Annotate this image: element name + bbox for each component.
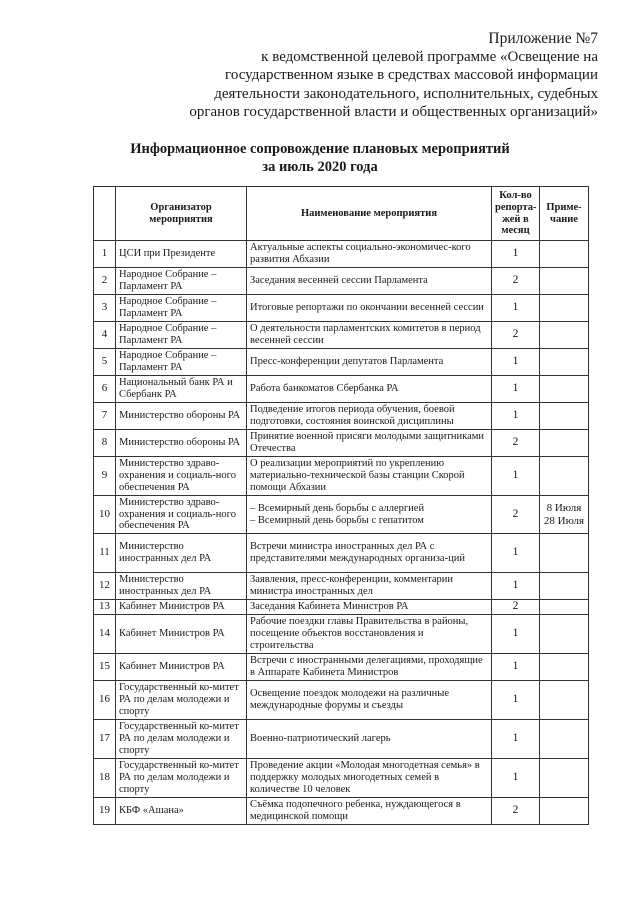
table-row [94, 403, 589, 430]
row-number: 14 [94, 615, 116, 654]
row-event: Рабочие поездки главы Правительства в районы, посещение объектов восстановления и строительства [247, 615, 492, 654]
table-row [94, 720, 589, 759]
row-count: 2 [492, 496, 540, 534]
table-row [94, 349, 589, 376]
row-count: 1 [492, 457, 540, 496]
row-organizer: Национальный банк РА и Сбербанк РА [116, 376, 247, 403]
table-row [94, 322, 589, 349]
row-event: Освещение поездок молодежи на различные международные форумы и съезды [247, 681, 492, 720]
row-note [540, 759, 589, 798]
row-event: Проведение акции «Молодая многодетная семья» в поддержку молодых многодетных семей в количестве 10 человек [247, 759, 492, 798]
row-count: 2 [492, 322, 540, 349]
table-body [94, 241, 589, 825]
row-number: 4 [94, 322, 116, 349]
row-number: 3 [94, 295, 116, 322]
row-event: Съёмка подопечного ребенка, нуждающегося в медицинской помощи [247, 798, 492, 825]
row-organizer: Кабинет Министров РА [116, 615, 247, 654]
row-number: 17 [94, 720, 116, 759]
row-count: 2 [492, 600, 540, 615]
row-event: – Всемирный день борьбы с аллергией – Всемирный день борьбы с гепатитом [247, 496, 492, 534]
row-organizer: Министерство обороны РА [116, 430, 247, 457]
col-header-organizer: Организатор мероприятия [116, 187, 247, 241]
row-note [540, 720, 589, 759]
row-organizer: ЦСИ при Президенте [116, 241, 247, 268]
table-row [94, 496, 589, 534]
row-note [540, 615, 589, 654]
row-event: Подведение итогов периода обучения, боевой подготовки, состояния воинской дисциплины [247, 403, 492, 430]
row-number: 5 [94, 349, 116, 376]
row-organizer: КБФ «Ашана» [116, 798, 247, 825]
row-event: Заседания весенней сессии Парламента [247, 268, 492, 295]
table-row [94, 534, 589, 573]
row-event: Заявления, пресс-конференции, комментарии министра иностранных дел [247, 573, 492, 600]
appendix-header [189, 30, 598, 121]
row-number: 6 [94, 376, 116, 403]
row-count: 2 [492, 268, 540, 295]
row-event: Военно-патриотический лагерь [247, 720, 492, 759]
col-header-num [94, 187, 116, 241]
col-header-event: Наименование мероприятия [247, 187, 492, 241]
row-note [540, 268, 589, 295]
row-note [540, 573, 589, 600]
row-count: 1 [492, 615, 540, 654]
row-organizer: Народное Собрание – Парламент РА [116, 322, 247, 349]
document-title [0, 140, 640, 176]
row-number: 19 [94, 798, 116, 825]
row-count: 1 [492, 681, 540, 720]
row-organizer: Народное Собрание – Парламент РА [116, 295, 247, 322]
row-note [540, 600, 589, 615]
row-count: 1 [492, 241, 540, 268]
row-number: 1 [94, 241, 116, 268]
row-count: 1 [492, 534, 540, 573]
row-count: 2 [492, 430, 540, 457]
table-row [94, 241, 589, 268]
row-note [540, 534, 589, 573]
appendix-line-1: к ведомственной целевой программе «Освещение на [261, 49, 598, 66]
row-event: Заседания Кабинета Министров РА [247, 600, 492, 615]
row-organizer: Кабинет Министров РА [116, 654, 247, 681]
row-note [540, 241, 589, 268]
table-row [94, 376, 589, 403]
row-organizer: Министерство здраво-охранения и социаль-ного обеспечения РА [116, 457, 247, 496]
appendix-line-3: деятельности законодательного, исполнительных, судебных [214, 85, 598, 102]
row-note [540, 295, 589, 322]
row-event: Принятие военной присяги молодыми защитниками Отечества [247, 430, 492, 457]
row-event: Встречи с иностранными делегациями, проходящие в Аппарате Кабинета Министров [247, 654, 492, 681]
row-event: О деятельности парламентских комитетов в период весенней сессии [247, 322, 492, 349]
row-event: Актуальные аспекты социально-экономичес-кого развития Абхазии [247, 241, 492, 268]
table-row [94, 615, 589, 654]
table-row [94, 681, 589, 720]
table-row [94, 573, 589, 600]
table-row [94, 600, 589, 615]
row-note [540, 654, 589, 681]
row-count: 1 [492, 403, 540, 430]
row-count: 2 [492, 798, 540, 825]
table-header-row [94, 187, 589, 241]
col-header-count: Кол-во репорта-жей в месяц [492, 187, 540, 241]
row-count: 1 [492, 654, 540, 681]
row-number: 13 [94, 600, 116, 615]
events-table [93, 186, 589, 825]
row-event: Работа банкоматов Сбербанка РА [247, 376, 492, 403]
row-organizer: Народное Собрание – Парламент РА [116, 349, 247, 376]
row-count: 1 [492, 720, 540, 759]
row-organizer: Государственный ко-митет РА по делам молодежи и спорту [116, 720, 247, 759]
row-organizer: Государственный ко-митет РА по делам молодежи и спорту [116, 681, 247, 720]
row-count: 1 [492, 376, 540, 403]
appendix-number: Приложение №7 [488, 30, 598, 47]
row-number: 15 [94, 654, 116, 681]
row-number: 8 [94, 430, 116, 457]
table-row [94, 295, 589, 322]
table-row [94, 457, 589, 496]
row-event: О реализации мероприятий по укреплению материально-технической базы станции Скорой помощи Абхазии [247, 457, 492, 496]
row-note [540, 322, 589, 349]
row-event: Встречи министра иностранных дел РА с представителями международных организа-ций [247, 534, 492, 573]
row-note [540, 349, 589, 376]
row-event: Итоговые репортажи по окончании весенней сессии [247, 295, 492, 322]
table-row [94, 268, 589, 295]
document-title-line-1: Информационное сопровождение плановых мероприятий [130, 141, 510, 157]
row-number: 12 [94, 573, 116, 600]
row-count: 1 [492, 295, 540, 322]
appendix-line-4: органов государственной власти и общественных организаций» [189, 103, 598, 120]
row-number: 16 [94, 681, 116, 720]
row-count: 1 [492, 573, 540, 600]
row-organizer: Министерство иностранных дел РА [116, 573, 247, 600]
row-number: 9 [94, 457, 116, 496]
row-number: 11 [94, 534, 116, 573]
row-organizer: Государственный ко-митет РА по делам молодежи и спорту [116, 759, 247, 798]
row-note [540, 376, 589, 403]
row-organizer: Народное Собрание – Парламент РА [116, 268, 247, 295]
col-header-note: Приме-чание [540, 187, 589, 241]
row-number: 18 [94, 759, 116, 798]
document-title-line-2: за июль 2020 года [262, 159, 378, 175]
table-row [94, 654, 589, 681]
row-note [540, 457, 589, 496]
table-row [94, 430, 589, 457]
appendix-line-2: государственном языке в средствах массовой информации [225, 67, 598, 84]
table-row [94, 798, 589, 825]
row-number: 2 [94, 268, 116, 295]
row-number: 10 [94, 496, 116, 534]
row-count: 1 [492, 759, 540, 798]
row-event: Пресс-конференции депутатов Парламента [247, 349, 492, 376]
row-count: 1 [492, 349, 540, 376]
table-row [94, 759, 589, 798]
row-organizer: Министерство здраво-охранения и социаль-ного обеспечения РА [116, 496, 247, 534]
row-note [540, 403, 589, 430]
row-organizer: Кабинет Министров РА [116, 600, 247, 615]
row-note [540, 430, 589, 457]
row-organizer: Министерство иностранных дел РА [116, 534, 247, 573]
row-number: 7 [94, 403, 116, 430]
row-note [540, 798, 589, 825]
row-note [540, 681, 589, 720]
row-organizer: Министерство обороны РА [116, 403, 247, 430]
row-note: 8 Июля 28 Июля [540, 496, 589, 534]
